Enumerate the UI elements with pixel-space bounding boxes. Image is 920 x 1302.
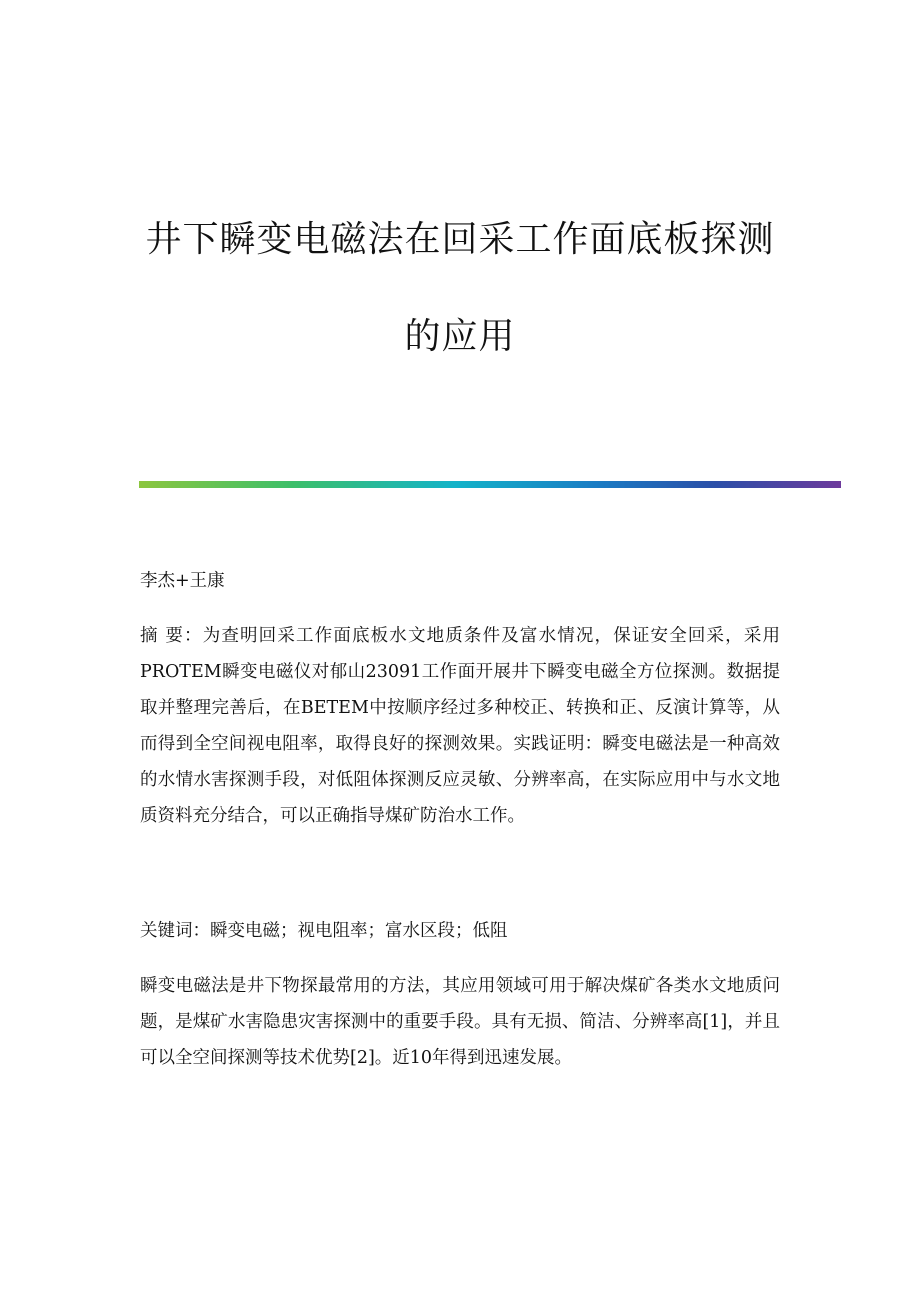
- authors: 李杰+王康: [140, 571, 225, 591]
- document-title-line-2: 的应用: [404, 316, 516, 357]
- keywords-label: 关键词：: [140, 921, 210, 941]
- title-divider: [139, 481, 841, 488]
- abstract: [140, 618, 780, 834]
- abstract-label: 摘 要：: [140, 626, 203, 646]
- keywords-text: 瞬变电磁；视电阻率；富水区段；低阻: [210, 921, 508, 941]
- body-paragraph: 瞬变电磁法是井下物探最常用的方法，其应用领域可用于解决煤矿各类水文地质问题，是煤矿水害隐患灾害探测中的重要手段。具有无损、简洁、分辨率高[1]，并且可以全空间探测等技术优势[2]。近10年得到迅速发展。: [140, 976, 780, 1068]
- keywords: [140, 913, 780, 949]
- abstract-text: 为查明回采工作面底板水文地质条件及富水情况，保证安全回采，采用PROTEM瞬变电磁仪对郁山23091工作面开展井下瞬变电磁全方位探测。数据提取并整理完善后，在BETEM中按顺序经过多种校正、转换和正、反演计算等，从而得到全空间视电阻率，取得良好的探测效果。实践证明：瞬变电磁法是一种高效的水情水害探测手段，对低阻体探测反应灵敏、分辨率高，在实际应用中与水文地质资料充分结合，可以正确指导煤矿防治水工作。: [140, 626, 780, 826]
- document-title-line-1: 井下瞬变电磁法在回采工作面底板探测: [145, 219, 775, 260]
